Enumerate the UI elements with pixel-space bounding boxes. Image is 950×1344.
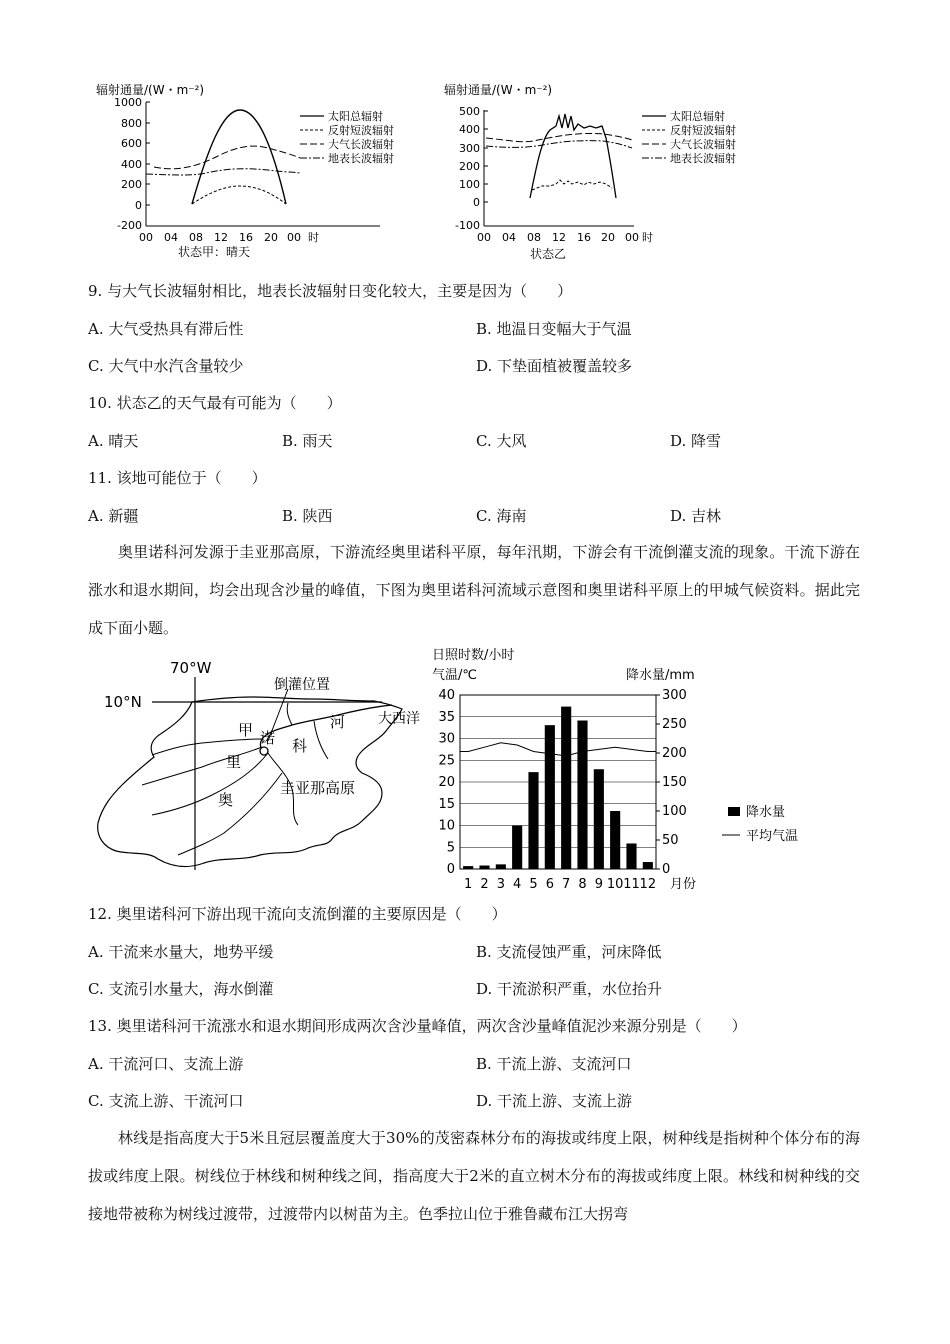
map-river-char: 河 <box>330 713 346 731</box>
map-tributary <box>287 703 292 725</box>
chart-a-legend-solar: 太阳总辐射 <box>328 110 383 123</box>
climate-left-tick: 15 <box>438 796 455 812</box>
climate-right-tick: 250 <box>662 717 687 732</box>
chart-a-xtick: 08 <box>189 231 203 244</box>
map-city-label: 甲 <box>238 721 254 739</box>
climate-legend-bar-swatch <box>728 807 740 816</box>
map-river-char: 奥 <box>218 791 234 809</box>
climate-x-tick: 11 <box>623 877 640 892</box>
map-city-marker <box>260 747 268 755</box>
question-12-option-c[interactable]: C. 支流引水量大，海水倒灌 <box>88 980 274 998</box>
question-12-stem: 12. 奥里诺科河下游出现干流向支流倒灌的主要原因是（ ） <box>88 905 507 923</box>
chart-b-reflected-curve <box>532 180 612 190</box>
chart-b-x-unit: 时 <box>642 231 653 244</box>
climate-right-ticks <box>656 688 687 877</box>
climate-bar <box>545 725 555 869</box>
chart-b-ytick: 400 <box>459 123 480 136</box>
climate-x-tick: 6 <box>545 877 554 892</box>
question-13-option-b[interactable]: B. 干流上游、支流河口 <box>476 1055 632 1073</box>
chart-b-ytick: 300 <box>459 142 480 155</box>
climate-temp-line <box>460 743 656 756</box>
chart-a-y-label: 辐射通量/(W・m⁻²) <box>96 83 205 97</box>
climate-x-tick: 9 <box>594 877 603 892</box>
chart-b-legend-solar: 太阳总辐射 <box>670 110 725 123</box>
climate-right-tick: 200 <box>662 746 687 761</box>
chart-b-xtick: 00 <box>477 231 491 244</box>
chart-b-atmo-curve <box>486 133 632 141</box>
radiation-chart-a <box>88 78 428 266</box>
map-backflow-label: 倒灌位置 <box>274 677 330 693</box>
question-9-option-b[interactable]: B. 地温日变幅大于气温 <box>476 320 632 338</box>
climate-ylabel-left: 气温/℃ <box>432 668 477 683</box>
chart-a-solar-curve <box>192 110 286 204</box>
climate-left-tick: 30 <box>438 731 455 747</box>
climate-left-tick: 25 <box>438 753 455 769</box>
chart-a-ytick: 400 <box>121 158 142 171</box>
climate-x-tick: 4 <box>513 877 522 892</box>
climate-right-tick: 0 <box>662 862 671 877</box>
chart-b-ytick: 200 <box>459 160 480 173</box>
passage-treeline: 林线是指高度大于5米且冠层覆盖度大于30%的茂密森林分布的海拔或纬度上限，树种线是指树种个体分布的海拔或纬度上限。树线位于林线和树种线之间，指高度大于2米的直立树木分布的海拔或纬度上限。林线和树种线的交接地带被称为树线过渡带，过渡带内以树苗为主。色季拉山位于雅鲁藏布江大拐弯 <box>88 1129 860 1223</box>
chart-b-xtick: 00 <box>625 231 639 244</box>
chart-a-ytick: 600 <box>121 137 142 150</box>
question-12-option-a[interactable]: A. 干流来水量大，地势平缓 <box>88 943 274 961</box>
climate-bar <box>577 721 587 869</box>
chart-a-xtick: 00 <box>139 231 153 244</box>
climate-right-tick: 50 <box>662 833 679 848</box>
chart-a-ytick: 1000 <box>114 96 142 109</box>
question-11-option-b[interactable]: B. 陕西 <box>282 507 333 525</box>
passage-orinoco: 奥里诺科河发源于圭亚那高原，下游流经奥里诺科平原，每年汛期，下游会有干流倒灌支流的现象。干流下游在涨水和退水期间，均会出现含沙量的峰值，下图为奥里诺科河流域示意图和奥里诺科平原上的甲城气候资料。据此完成下面小题。 <box>88 543 860 637</box>
climate-x-tick: 10 <box>606 877 624 892</box>
question-11-option-c[interactable]: C. 海南 <box>476 507 527 525</box>
question-11-option-d[interactable]: D. 吉林 <box>670 507 722 525</box>
climate-bar <box>512 826 522 870</box>
climate-bar <box>594 769 604 869</box>
climate-ylabel-right: 降水量/mm <box>626 668 695 683</box>
map-tributary <box>314 721 328 759</box>
question-10-option-a[interactable]: A. 晴天 <box>88 432 139 450</box>
chart-b-surface-curve <box>486 141 632 148</box>
question-11-option-a[interactable]: A. 新疆 <box>88 507 139 525</box>
question-12-option-d[interactable]: D. 干流淤积严重，水位抬升 <box>476 980 663 998</box>
chart-b-xtick: 20 <box>601 231 615 244</box>
chart-a-atmo-curve <box>154 146 300 169</box>
map-main-river <box>260 705 392 753</box>
question-12-option-b[interactable]: B. 支流侵蚀严重，河床降低 <box>476 943 662 961</box>
question-9-stem: 9. 与大气长波辐射相比，地表长波辐射日变化较大，主要是因为（ ） <box>88 282 573 300</box>
chart-a-caption: 状态甲：晴天 <box>178 245 251 259</box>
climate-right-tick: 300 <box>662 688 687 703</box>
chart-b-xtick: 12 <box>552 231 566 244</box>
chart-a-ytick: -200 <box>117 219 142 232</box>
climate-x-tick: 8 <box>578 877 587 892</box>
climate-x-tick: 1 <box>464 877 473 892</box>
climate-left-tick: 35 <box>438 709 455 725</box>
question-13-stem: 13. 奥里诺科河干流涨水和退水期间形成两次含沙量峰值，两次含沙量峰值泥沙来源分别是（ ） <box>88 1017 747 1035</box>
chart-b-legend-atmo: 大气长波辐射 <box>670 138 736 151</box>
orinoco-basin-map <box>92 655 430 875</box>
chart-b-ytick: 100 <box>459 178 480 191</box>
map-ocean-label: 大西洋 <box>378 711 420 727</box>
climate-right-tick: 150 <box>662 775 687 790</box>
map-river-char: 诺 <box>260 729 276 747</box>
chart-a-legend-atmo: 大气长波辐射 <box>328 138 394 151</box>
climate-xlabel: 月份 <box>670 877 697 892</box>
chart-b-xtick: 08 <box>527 231 541 244</box>
climate-legend-line: 平均气温 <box>746 829 799 844</box>
question-10-option-c[interactable]: C. 大风 <box>476 432 527 450</box>
map-river-char: 里 <box>226 753 242 771</box>
climate-x-ticks <box>464 877 656 892</box>
climate-bar <box>643 862 653 869</box>
climate-bar <box>479 866 489 869</box>
question-13-option-a[interactable]: A. 干流河口、支流上游 <box>88 1055 244 1073</box>
climate-bar <box>610 811 620 869</box>
climate-left-ticks <box>438 688 455 877</box>
climate-left-tick: 5 <box>446 840 455 856</box>
radiation-chart-b <box>438 78 778 266</box>
climate-x-tick: 5 <box>529 877 538 892</box>
chart-b-xtick: 16 <box>577 231 591 244</box>
chart-b-ytick: 500 <box>459 105 480 118</box>
climate-x-tick: 2 <box>480 877 489 892</box>
climate-x-tick: 7 <box>562 877 571 892</box>
map-tributary <box>152 753 268 815</box>
chart-a-xtick: 20 <box>264 231 278 244</box>
map-lon-label: 70°W <box>170 659 212 677</box>
climate-bar <box>496 864 506 869</box>
climate-bar <box>528 772 538 869</box>
chart-b-legend-reflected: 反射短波辐射 <box>670 124 736 137</box>
chart-a-xtick: 12 <box>214 231 228 244</box>
climate-right-tick: 100 <box>662 804 687 819</box>
chart-a-legend-surface: 地表长波辐射 <box>328 152 394 165</box>
climate-left-tick: 10 <box>438 818 455 834</box>
chart-b-ytick: 0 <box>473 196 480 209</box>
chart-a-x-unit: 时 <box>308 231 319 244</box>
chart-a-xtick: 04 <box>164 231 178 244</box>
climate-bar <box>561 707 571 869</box>
chart-a-xtick: 00 <box>287 231 301 244</box>
chart-b-ytick: -100 <box>455 219 480 232</box>
question-9-option-a[interactable]: A. 大气受热具有滞后性 <box>88 320 244 338</box>
question-10-option-b[interactable]: B. 雨天 <box>282 432 333 450</box>
climate-left-tick: 40 <box>438 688 455 703</box>
chart-b-caption: 状态乙 <box>530 247 567 261</box>
climate-chart <box>430 645 830 895</box>
climate-left-tick: 20 <box>438 775 455 790</box>
chart-b-solar-curve <box>530 114 616 198</box>
chart-a-reflected-curve <box>192 186 286 204</box>
question-9-option-d[interactable]: D. 下垫面植被覆盖较多 <box>476 357 633 375</box>
climate-grid <box>460 695 656 869</box>
chart-b-y-label: 辐射通量/(W・m⁻²) <box>444 83 553 97</box>
question-13-option-d[interactable]: D. 干流上游、支流上游 <box>476 1092 633 1110</box>
chart-b-legend-surface: 地表长波辐射 <box>670 152 736 165</box>
climate-top-label: 日照时数/小时 <box>432 648 515 663</box>
climate-bar <box>626 843 636 869</box>
map-plateau-label: 圭亚那高原 <box>280 779 356 797</box>
chart-a-ytick: 200 <box>121 178 142 191</box>
climate-x-tick: 3 <box>496 877 505 892</box>
question-9-option-c[interactable]: C. 大气中水汽含量较少 <box>88 357 244 375</box>
question-13-option-c[interactable]: C. 支流上游、干流河口 <box>88 1092 244 1110</box>
question-10-stem: 10. 状态乙的天气最有可能为（ ） <box>88 394 342 412</box>
climate-left-tick: 0 <box>446 862 455 877</box>
question-11-stem: 11. 该地可能位于（ ） <box>88 469 267 487</box>
chart-a-legend-reflected: 反射短波辐射 <box>328 124 394 137</box>
chart-b-xtick: 04 <box>502 231 516 244</box>
climate-bars <box>463 707 653 869</box>
question-10-option-d[interactable]: D. 降雪 <box>670 432 722 450</box>
climate-x-tick: 12 <box>639 877 657 892</box>
chart-a-ytick: 800 <box>121 117 142 130</box>
climate-bar <box>463 866 473 869</box>
map-river-char: 科 <box>292 737 308 755</box>
chart-a-xtick: 16 <box>239 231 253 244</box>
chart-a-ytick: 0 <box>135 199 142 212</box>
climate-legend-bar: 降水量 <box>746 805 786 820</box>
map-lat-label: 10°N <box>104 693 142 711</box>
